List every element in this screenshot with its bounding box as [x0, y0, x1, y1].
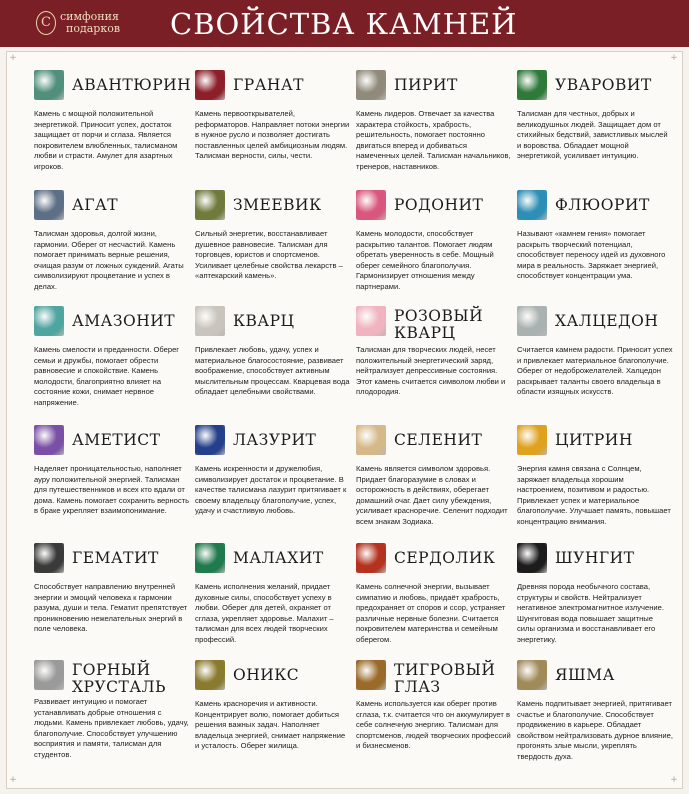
jasper-thumbnail: [517, 660, 547, 690]
stone-card-carnelian: [356, 543, 512, 661]
stone-description: Камень искренности и дружелюбия, символизирует достаток и процветание. В качестве талисмана лазурит притягивает к своему владельцу благополучие, успех, удачу и счастливую любовь.: [195, 464, 347, 515]
pyrite-thumbnail: [356, 70, 386, 100]
corner-ornament-icon: +: [670, 775, 678, 785]
stone-description: Камень молодости, способствует раскрытию талантов. Помогает людям обретать уверенность в себе. Мощный оберег семейного благополучия. Гармонизирует отношения между партнерами.: [356, 229, 494, 291]
stone-card-quartz: [195, 306, 351, 424]
stone-description: Развивает интуицию и помогает устанавливать добрые отношения с людьми. Камень привлекает любовь, удачу, благополучие. Способствует улучшению восприятия и памяти, талисман для студентов.: [34, 697, 189, 759]
aventurine-thumbnail: [34, 70, 64, 100]
stone-name: ГЕМАТИТ: [72, 549, 159, 567]
stone-name: ОНИКС: [233, 666, 300, 684]
brand-logo[interactable]: [36, 9, 121, 39]
rose-quartz-thumbnail: [356, 306, 386, 336]
stone-card-fluorite: [517, 190, 673, 308]
stone-description: Наделяет проницательностью, наполняет ауру положительной энергией. Талисман для путешественников и всех кто вдали от дома. Камень помогает сохранить верность в браке укрепляет взаимопонимание.: [34, 464, 190, 515]
page-title: СВОЙСТВА КАМНЕЙ: [170, 7, 518, 41]
corner-ornament-icon: +: [9, 53, 17, 63]
stone-card-onyx: [195, 660, 351, 778]
stone-card-tigers-eye: [356, 660, 512, 778]
stone-card-rock-crystal: [34, 660, 190, 778]
stone-name: ЯШМА: [555, 666, 615, 684]
quartz-thumbnail: [195, 306, 225, 336]
logo-text-line2: подарков: [66, 22, 121, 35]
stone-card-malachite: [195, 543, 351, 661]
stone-card-hematite: [34, 543, 190, 661]
stone-card-pyrite: [356, 70, 512, 188]
fluorite-thumbnail: [517, 190, 547, 220]
stone-description: Талисман здоровья, долгой жизни, гармонии. Оберег от несчастий. Камень помогает принимать верные решения, очищая разум от ложных суждений. Агаты символизируют процветание и успех в делах.: [34, 229, 184, 291]
stone-description: Энергия камня связана с Солнцем, заряжает владельца хорошим настроением, позитивом и радостью. Привлекает успех и материальное благополучие. Улучшает память, повышает концентрацию внимания.: [517, 464, 671, 526]
stone-card-rhodonite: [356, 190, 512, 308]
stone-name: АМАЗОНИТ: [72, 312, 176, 330]
stone-description: Камень солнечной энергии, вызывает симпатию и любовь, придаёт храбрость, предохраняет от споров и ссор, устраняет различные нервные болезни. Считается покровителем материнства и семейным оберегом.: [356, 582, 506, 644]
lapis-thumbnail: [195, 425, 225, 455]
serpentine-thumbnail: [195, 190, 225, 220]
stone-card-amazonite: [34, 306, 190, 424]
stone-name: ЦИТРИН: [555, 431, 633, 449]
uvarovite-thumbnail: [517, 70, 547, 100]
garnet-thumbnail: [195, 70, 225, 100]
stone-name: ЛАЗУРИТ: [233, 431, 317, 449]
page-header: [0, 0, 689, 47]
stone-card-shungite: [517, 543, 673, 661]
shungite-thumbnail: [517, 543, 547, 573]
stone-description: Камень используется как оберег против сглаза, т.к. считается что он аккумулирует в себе солнечную энергию. Талисман для спортсменов, людей творческих профессий и бизнесменов.: [356, 699, 511, 750]
stone-description: Камень красноречия и активности. Концентрирует волю, помогает добиться решения важных задач. Наполняет владельца энергией, снимает напряжение и усталость. Оберег жилища.: [195, 699, 346, 750]
stone-card-chalcedony: [517, 306, 673, 424]
tigers-eye-thumbnail: [356, 660, 386, 690]
stone-name: ХАЛЦЕДОН: [555, 312, 659, 330]
stone-name: ГОРНЫЙ ХРУСТАЛЬ: [72, 661, 166, 696]
stone-description: Сильный энергетик, восстанавливает душевное равновесие. Талисман для торговцев, юристов и спортсменов. Усиливает целебные свойства лекарств – «аптекарский камень».: [195, 229, 343, 280]
stone-description: Камень первооткрывателей, реформаторов. Направляет потоки энергии в нужное русло и позволяет достигать поставленных целей амбициозным людям. Талисман верности, силы, чести.: [195, 109, 350, 160]
rhodonite-thumbnail: [356, 190, 386, 220]
stone-description: Камень с мощной положительной энергетикой. Приносит успех, достаток защищает от порчи и сглаза. Является покровителем влюбленных, талисманом любви и страсти. Амулет для азартных игроков.: [34, 109, 178, 171]
stone-name: РОЗОВЫЙ КВАРЦ: [394, 307, 484, 342]
stone-description: Талисман для честных, добрых и великодушных людей. Защищает дом от стихийных бедствий, завистливых мыслей и воровства. Обладает мощной энергетикой, усиливает интуицию.: [517, 109, 668, 160]
stone-name: ЗМЕЕВИК: [233, 196, 322, 214]
logo-text-line1: симфония: [60, 10, 119, 23]
rock-crystal-thumbnail: [34, 660, 64, 690]
stone-name: ФЛЮОРИТ: [555, 196, 650, 214]
stone-description: Камень подпитывает энергией, притягивает счастье и благополучие. Способствует продвижению в карьере. Обладает свойством нейтрализовать дурное влияние, прогонять злые мысли, укреплять твердость духа.: [517, 699, 673, 761]
stone-description: Камень смелости и преданности. Оберег семьи и дружбы, помогает обрести равновесие и спокойствие. Камень молодости, благоприятно влияет на состояние кожи, снимает нервное напряжение.: [34, 345, 180, 407]
stone-name: УВАРОВИТ: [555, 76, 652, 94]
citrine-thumbnail: [517, 425, 547, 455]
onyx-thumbnail: [195, 660, 225, 690]
stone-description: Древняя порода необычного состава, структуры и свойств. Нейтрализует негативное электромагнитное излучение. Шунгитовая вода повышает защитные силы организма и восстанавливает его энергетику.: [517, 582, 664, 644]
stone-name: АГАТ: [72, 196, 119, 214]
chalcedony-thumbnail: [517, 306, 547, 336]
corner-ornament-icon: +: [670, 53, 678, 63]
stone-card-jasper: [517, 660, 673, 778]
stone-card-aventurine: [34, 70, 190, 188]
stone-card-uvarovite: [517, 70, 673, 188]
selenite-thumbnail: [356, 425, 386, 455]
hematite-thumbnail: [34, 543, 64, 573]
stone-name: ШУНГИТ: [555, 549, 635, 567]
stone-name: СЕРДОЛИК: [394, 549, 496, 567]
stone-name: ПИРИТ: [394, 76, 458, 94]
stone-description: Считается камнем радости. Приносит успех и привлекает материальное благополучие. Оберег от недоброжелателей. Халцедон раскрывает таланты своего владельца в области изящных искусств.: [517, 345, 673, 396]
stone-card-lapis: [195, 425, 351, 543]
carnelian-thumbnail: [356, 543, 386, 573]
stone-description: Камень является символом здоровья. Придает благоразумие в словах и осторожность в действиях, оберегает домашний очаг. Дает силу убеждения, усиливает красноречие. Селенит подходит всем знакам Зодиака.: [356, 464, 508, 526]
stone-description: Привлекает любовь, удачу, успех и материальное благосостояние, развивает воображение, способствует активным мыслительным процессам. Кварцевая вода обладает целебными свойствами.: [195, 345, 350, 396]
stone-description: Называют «камнем гения» помогает раскрыть творческий потенциал, способствует переносу идей из духовного мира в реальность. Заряжает энергией, способствует концентрации ума.: [517, 229, 666, 280]
stone-name: МАЛАХИТ: [233, 549, 324, 567]
amazonite-thumbnail: [34, 306, 64, 336]
stone-card-selenite: [356, 425, 512, 543]
stone-description: Камень исполнения желаний, придает духовные силы, способствует успеху в любви. Оберег для детей, охраняет от сглаза, укрепляет здоровье. Малахит – талисман для всех людей творческих профессий.: [195, 582, 334, 644]
stone-description: Камень лидеров. Отвечает за качества характера стойкость, храбрость, решительность, помогает постоянно двигаться вперед и добиваться намеченных целей. Талисман начальников, тренеров, наставников.: [356, 109, 511, 171]
corner-ornament-icon: +: [9, 775, 17, 785]
stone-name: АВАНТЮРИН: [72, 76, 192, 94]
stone-card-citrine: [517, 425, 673, 543]
malachite-thumbnail: [195, 543, 225, 573]
stone-name: СЕЛЕНИТ: [394, 431, 483, 449]
stone-card-rose-quartz: [356, 306, 512, 424]
agate-thumbnail: [34, 190, 64, 220]
logo-emblem-icon: С: [36, 11, 56, 35]
stone-card-amethyst: [34, 425, 190, 543]
stone-card-garnet: [195, 70, 351, 188]
stone-description: Способствует направлению внутренней энергии и эмоций человека к гармонии разума, души и тела. Гематит препятствует проникновению нежелательных энергий в поле человека.: [34, 582, 188, 633]
stone-card-agate: [34, 190, 190, 308]
stone-description: Талисман для творческих людей, несет положительный энергетический заряд, нейтрализует депрессивные состояния. Этот камень считается символом любви и плодородия.: [356, 345, 506, 396]
stone-name: АМЕТИСТ: [72, 431, 161, 449]
stone-name: РОДОНИТ: [394, 196, 484, 214]
stone-name: ГРАНАТ: [233, 76, 305, 94]
stone-name: КВАРЦ: [233, 312, 295, 330]
stone-card-serpentine: [195, 190, 351, 308]
stone-name: ТИГРОВЫЙ ГЛАЗ: [394, 661, 496, 696]
amethyst-thumbnail: [34, 425, 64, 455]
